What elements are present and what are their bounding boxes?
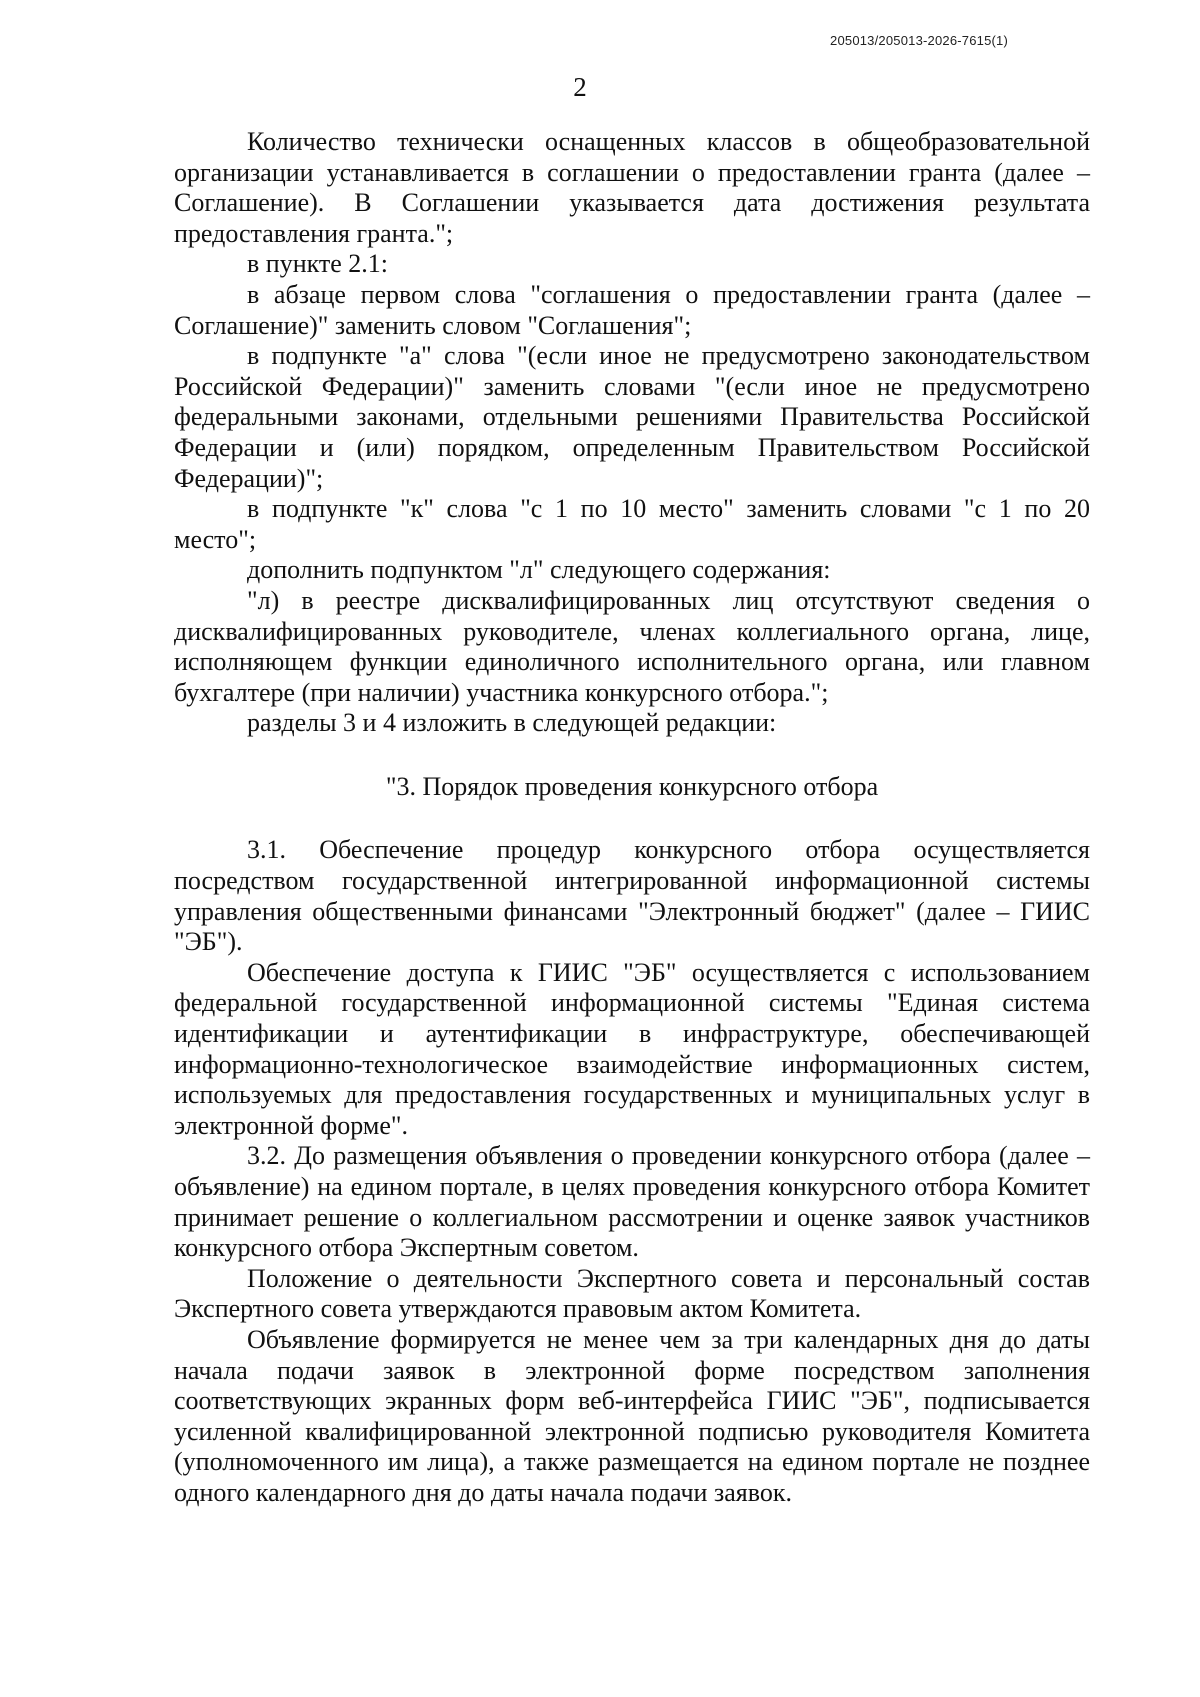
paragraph-7: "л) в реестре дисквалифицированных лиц отсутствуют сведения о дисквалифицированных руководителе, членах коллегиального органа, лице, исполняющем функции единоличного исполнительного органа, или главном бухгалтере (при наличии) участника конкурсного отбора."; (174, 585, 1090, 707)
section-paragraph-1: 3.1. Обеспечение процедур конкурсного отбора осуществляется посредством государственной интегрированной информационной системы управления общественными финансами "Электронный бюджет" (далее – ГИИС "ЭБ"). (174, 835, 1090, 957)
section-paragraph-5: Объявление формируется не менее чем за три календарных дня до даты начала подачи заявок в электронной форме посредством заполнения соответствующих экранных форм веб-интерфейса ГИИС "ЭБ", подписывается усиленной квалифицированной электронной подписью руководителя Комитета (уполномоченного им лица), а также размещается на едином портале не позднее одного календарного дня до даты начала подачи заявок. (174, 1324, 1090, 1507)
section-paragraph-4: Положение о деятельности Экспертного совета и персональный состав Экспертного совета утверждаются правовым актом Комитета. (174, 1263, 1090, 1324)
section-paragraph-3: 3.2. До размещения объявления о проведении конкурсного отбора (далее – объявление) на едином портале, в целях проведения конкурсного отбора Комитет принимает решение о коллегиальном рассмотрении и оценке заявок участников конкурсного отбора Экспертным советом. (174, 1141, 1090, 1263)
paragraph-8: разделы 3 и 4 изложить в следующей редакции: (247, 708, 777, 738)
document-id: 205013/205013-2026-7615(1) (830, 33, 1008, 48)
page-number: 2 (573, 72, 587, 102)
paragraph-2: в пункте 2.1: (247, 249, 389, 279)
section-paragraph-2: Обеспечение доступа к ГИИС "ЭБ" осуществляется с использованием федеральной государственной информационной системы "Единая система идентификации и аутентификации в инфраструктуре, обеспечивающей информационно-технологическое взаимодействие информационных систем, используемых для предоставления государственных и муниципальных услуг в электронной форме". (174, 957, 1090, 1140)
paragraph-3: в абзаце первом слова "соглашения о предоставлении гранта (далее – Соглашение)" заменить словом "Соглашения"; (174, 279, 1090, 340)
paragraph-5: в подпункте "к" слова "с 1 по 10 место" заменить словами "с 1 по 20 место"; (174, 494, 1090, 554)
paragraph-4: в подпункте "а" слова "(если иное не предусмотрено законодательством Российской Федерации)" заменить словами "(если иное не предусмотрено федеральными законами, отдельными решениями Правительства Российской Федерации и (или) порядком, определенным Правительством Российской Федерации)"; (174, 341, 1090, 493)
section-heading: "3. Порядок проведения конкурсного отбора (385, 771, 879, 801)
paragraph-6: дополнить подпунктом "л" следующего содержания: (247, 555, 831, 585)
document-body (174, 127, 1090, 1509)
paragraph-1: Количество технически оснащенных классов в общеобразовательной организации устанавливается в соглашении о предоставлении гранта (далее – Соглашение). В Соглашении указывается дата достижения результата предоставления гранта."; (174, 127, 1090, 248)
